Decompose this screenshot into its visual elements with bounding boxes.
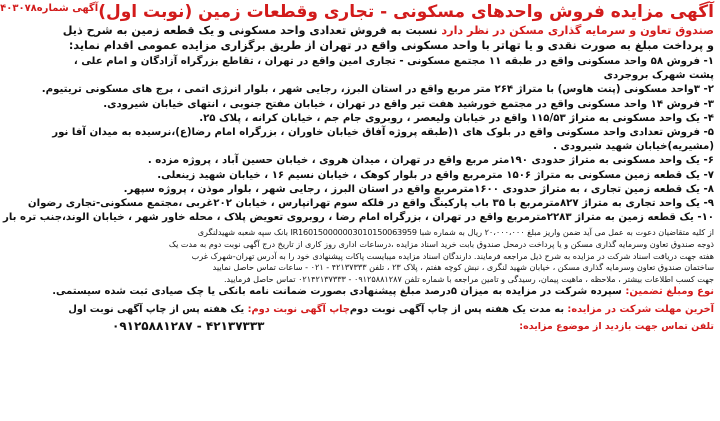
organization-name: صندوق تعاون و سرمایه گذاری مسکن در نظر دارد xyxy=(441,24,714,37)
list-item: ۶- یک واحد مسکونی به متراژ حدودی ۱۹۰متر مربع واقع در تهران ، میدان هروی ، خیابان حسین آباد ، پروژه مزده . xyxy=(147,155,714,167)
intro-line-1 xyxy=(62,24,714,39)
deadline-row xyxy=(68,303,714,317)
print-date xyxy=(68,303,350,317)
contact-row xyxy=(112,319,714,333)
print-date-label: چاپ آگهی نوبت دوم: xyxy=(247,304,350,316)
deadline xyxy=(350,303,714,317)
list-item: (مشیریه)خیابان شهید شیرودی . xyxy=(553,141,714,153)
guarantee-line xyxy=(52,285,714,299)
guarantee-text: سپرده شرکت در مزایده به میزان ۵درصد مبلغ پیشنهادی بصورت ضمانت نامه بانکی یا چک صیادی ثبت شده سیستمی. xyxy=(52,286,626,298)
deadline-value: به مدت یک هفته پس از چاپ آگهی نوبت دوم xyxy=(349,304,568,316)
list-item: ۸- یک قطعه زمین تجاری ، به متراژ حدودی ۱۶۰۰مترمربع واقع در استان البرز ، رجایی شهر ، بلوار موذن ، پروژه سپهر. xyxy=(123,183,714,195)
conditions-line: از کلیه متقاضیان دعوت به عمل می آید ضمن واریز مبلغ ۲۰،۰۰۰،۰۰۰ ریال به شماره شبا IR160150000003010150063959 بانک سپه شعبه شهیدلنگری xyxy=(197,227,714,238)
print-date-value: یک هفته پس از چاپ آگهی نوبت اول xyxy=(68,304,248,316)
conditions-line: هفته جهت دریافت اسناد شرکت در مزایده به شرح ذیل مراجعه فرمایند. دارندگان اسناد مزایده میبایست پاکات پیشنهادی خود را به آدرس تهران-شهرک غرب xyxy=(191,250,714,261)
list-item: ۱- فروش ۵۸ واحد مسکونی واقع در طبقه ۱۱ مجتمع مسکونی - تجاری امین واقع در تهران ، تقاطع بزرگراه آزادگان و امام علی ، xyxy=(73,56,714,67)
ad-number: آگهی شماره۴۰۳۰۷۸ xyxy=(0,3,99,14)
contact-phone: ۰۹۱۲۵۸۸۱۲۸۷ - ۴۲۱۳۷۳۳۳ xyxy=(112,319,265,334)
list-item: پشت شهرک بروجردی xyxy=(603,70,714,82)
conditions-line: جهت کسب اطلاعات بیشتر ، ملاحظه ، ماهیت پیمان، رسیدگی و تامین مراجعه با شماره تلفن ۰۹۱۲۵۸۸۱۲۸۷ - ۰۲۱۴۲۱۳۷۳۳۳ تماس حاصل فرمایید. xyxy=(223,273,714,284)
conditions-block xyxy=(112,227,714,285)
list-item: ۷- یک قطعه زمین مسکونی به متراژ ۱۵۰۶ مترمربع واقع در بلوار کوهک ، خیابان نسیم ۱۶ ، خیابان شهید زینعلی. xyxy=(157,169,714,181)
list-item: ۵- فروش تعدادی واحد مسکونی واقع در بلوک های ۱(طبقه پروژه آفاق خیابان خاوران ، بزرگراه امام رضا(ع)،نرسیده به میدان آفا نور xyxy=(52,127,714,139)
contact-label: تلفن تماس جهت بازدید از موضوع مزایده: xyxy=(519,320,714,332)
conditions-line: ذوجه صندوق تعاون وسرمایه گذاری مسکن و یا پرداخت درمحل صندوق بابت خرید اسناد مزایده ،درساعات اداری روز کاری از تاریخ درج آگهی نوبت دوم به مدت یک xyxy=(168,239,714,250)
list-item: ۴- یک واحد مسکونی به متراژ ۱۱۵/۵۳ واقع در خیابان ولیعصر ، روبروی جام جم ، خیابان کرانه ، پلاک ۲۵. xyxy=(199,112,714,124)
list-item: ۳- فروش ۱۴ واحد مسکونی واقع در مجتمع خورشید هفت تیر واقع در تهران ، خیابان مفتح جنوبی ، انتهای خیابان شیرودی. xyxy=(103,98,714,110)
title-row xyxy=(0,2,714,24)
intro-line-2: و پرداخت مبلغ به صورت نقدی و یا تهاتر با واحد مسکونی واقع در تهران از طریق برگزاری مزایده عمومی اقدام نماید: xyxy=(68,38,714,52)
auction-items-list xyxy=(2,55,714,225)
list-item: ۱۰- یک قطعه زمین به متراژ ۲۲۸۳مترمربع واقع در تهران ، بزرگراه امام رضا ، روبروی تعویض پلاک ، محله خاور شهر ، خیابان الوند،جنب تره بار xyxy=(2,212,714,224)
list-item: ۲- ۳واحد مسکونی (پنت هاوس) با متراژ ۲۶۴ متر مربع واقع در استان البرز، رجایی شهر ، بلوار انرژی اتمی ، برج های مسکونی تریتیوم. xyxy=(41,84,714,96)
list-item: ۹- یک واحد تجاری به متراژ ۸۲۷مترمربع با ۳۵ باب پارکینگ واقع در فلکه سوم تهرانپارس ، خیابان ۲۰۲غربی ،مجتمع مسکونی-تجاری رضوان xyxy=(27,198,714,210)
guarantee-label: نوع ومبلغ تضمین: xyxy=(625,286,714,298)
intro-line-1-rest: نسبت به فروش تعدادی واحد مسکونی و یک قطعه زمین به شرح ذیل xyxy=(62,24,442,37)
deadline-label: آخرین مهلت شرکت در مزایده: xyxy=(567,304,714,316)
conditions-line: ساختمان صندوق تعاون وسرمایه گذاری مسکن ، خیابان شهید لنگری ، نبش کوچه هفتم ، پلاک ۲۳ ، تلفن ۴۲۱۳۷۳۳۳ - ۰۲۱ - ساعات تماس حاصل نمایید xyxy=(212,262,714,273)
ad-title: آگهی مزایده فروش واحدهای مسکونی - تجاری وقطعات زمین (نوبت اول) xyxy=(98,2,714,22)
